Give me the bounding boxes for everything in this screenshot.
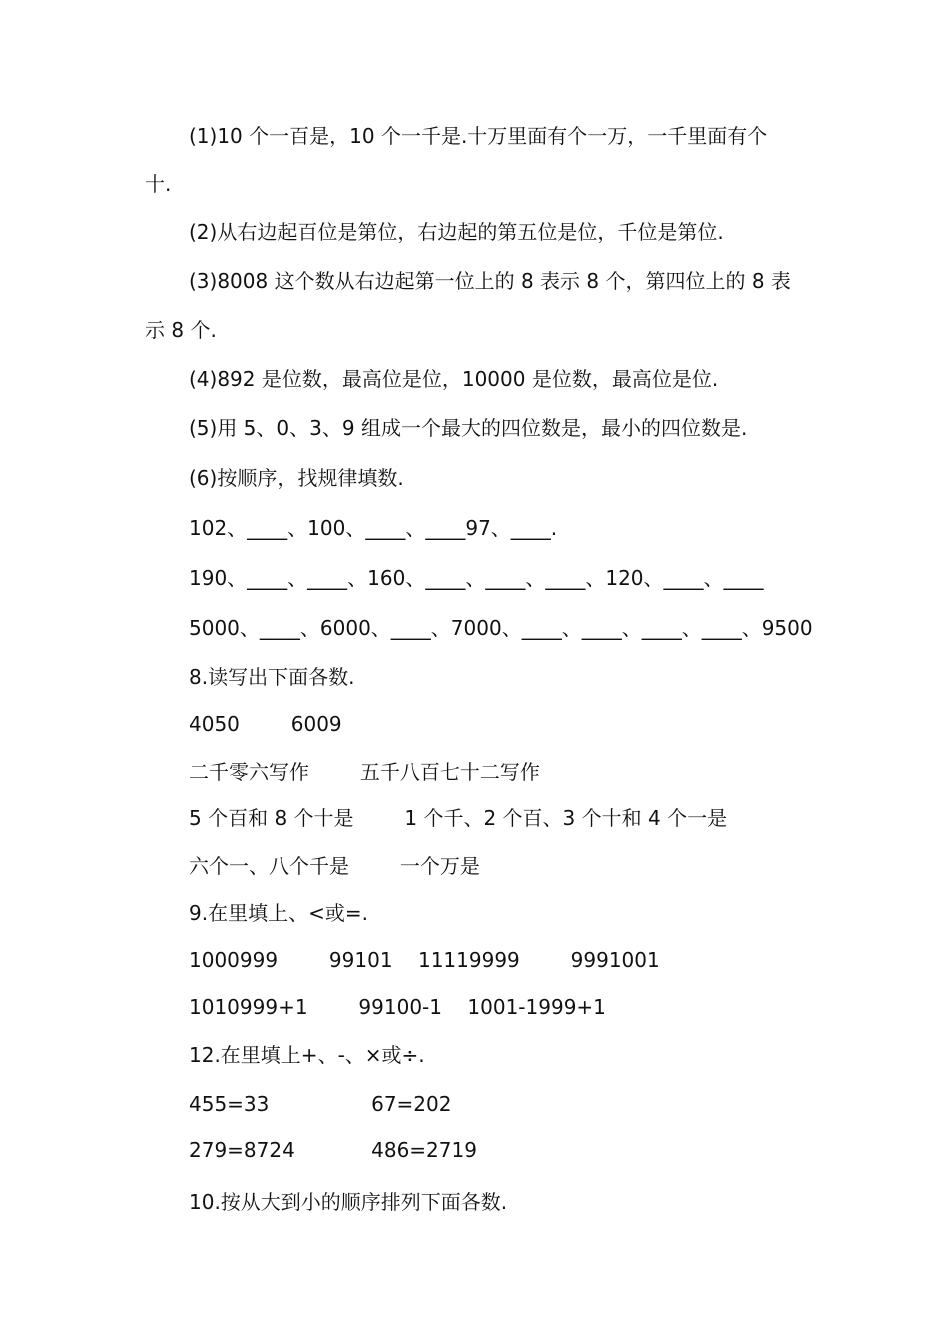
sequence-row-3: 5000、____、6000、____、7000、____、____、____、____、9500	[189, 616, 813, 640]
sequence-row-1: 102、____、100、____、____97、____.	[189, 516, 558, 540]
question-3-line-2: 示 8 个.	[145, 318, 217, 342]
section-9-row-2: 1010999+1 99100-1 1001-1999+1	[189, 995, 606, 1019]
question-1-line-1: (1)10 个一百是，10 个一千是.十万里面有个一万，一千里面有个	[189, 124, 768, 148]
question-1-line-2: 十.	[145, 172, 172, 196]
question-2: (2)从右边起百位是第位，右边起的第五位是位，千位是第位.	[189, 220, 724, 244]
question-4: (4)892 是位数，最高位是位，10000 是位数，最高位是位.	[189, 367, 719, 391]
sequence-row-2: 190、____、____、160、____、____、____、120、____、____	[189, 566, 764, 590]
section-12-row-1: 455=33 67=202	[189, 1092, 452, 1116]
section-12-row-2: 279=8724 486=2719	[189, 1138, 477, 1162]
section-8-read-numbers: 4050 6009	[189, 712, 342, 736]
section-12-heading: 12.在里填上+、-、×或÷.	[189, 1043, 425, 1067]
section-8-write-row-1: 二千零六写作 五千八百七十二写作	[189, 760, 540, 784]
section-8-write-row-3: 六个一、八个千是 一个万是	[189, 854, 480, 878]
section-9-heading: 9.在里填上、<或=.	[189, 901, 368, 925]
question-6: (6)按顺序，找规律填数.	[189, 466, 404, 490]
section-10-heading: 10.按从大到小的顺序排列下面各数.	[189, 1190, 508, 1214]
section-9-row-1: 1000999 99101 11119999 9991001	[189, 948, 660, 972]
question-5: (5)用 5、0、3、9 组成一个最大的四位数是，最小的四位数是.	[189, 416, 748, 440]
section-8-heading: 8.读写出下面各数.	[189, 665, 355, 689]
section-8-write-row-2: 5 个百和 8 个十是 1 个千、2 个百、3 个十和 4 个一是	[189, 806, 728, 830]
question-3-line-1: (3)8008 这个数从右边起第一位上的 8 表示 8 个，第四位上的 8 表	[189, 269, 791, 293]
